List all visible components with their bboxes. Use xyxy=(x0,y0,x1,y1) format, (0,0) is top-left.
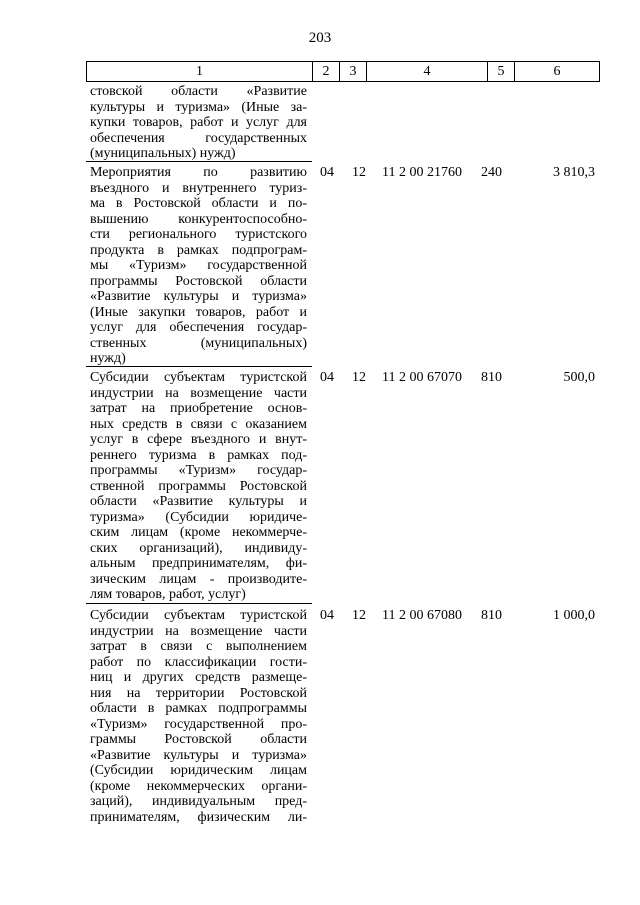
description-line: мы «Туризм» государственной xyxy=(90,258,307,273)
description-line: работ по классификации гости- xyxy=(90,654,307,670)
column-header-1: 1 xyxy=(87,62,313,81)
cell-vr: 810 xyxy=(481,608,502,623)
column-header-5: 5 xyxy=(488,62,515,81)
description-line: «Туризм» государственной про- xyxy=(90,716,307,732)
description-line: программы Ростовской области xyxy=(90,273,307,289)
cell-pr: 12 xyxy=(352,370,366,385)
description-line: Мероприятия по развитию xyxy=(90,165,307,180)
description-line: «Развитие культуры и туризма» xyxy=(90,747,307,763)
cell-vr: 240 xyxy=(481,165,502,180)
description-line: (Иные закупки товаров, работ и xyxy=(90,304,307,320)
cell-pr: 12 xyxy=(352,165,366,180)
description-line: Субсидии субъектам туристской xyxy=(90,608,307,623)
description-line: альным предпринимателям, фи- xyxy=(90,556,307,571)
cell-pr: 12 xyxy=(352,608,366,623)
description-line: купки товаров, работ и услуг для xyxy=(90,115,307,130)
description-line: услуг в сфере въездного и внут- xyxy=(90,432,307,447)
description-line: «Развитие культуры и туризма» xyxy=(90,289,307,304)
description-line: индустрии на возмещение части xyxy=(90,623,307,639)
description-line: сти регионального туристского xyxy=(90,227,307,242)
description-line: граммы Ростовской области xyxy=(90,732,307,747)
description-line: ским лицам (кроме некоммерче- xyxy=(90,525,307,540)
cell-sum: 1 000,0 xyxy=(553,608,595,623)
description-line: ния на территории Ростовской xyxy=(90,685,307,701)
cell-sum: 3 810,3 xyxy=(553,165,595,180)
column-header-3: 3 xyxy=(340,62,367,81)
description-line: области «Развитие культуры и xyxy=(90,494,307,509)
row-description xyxy=(90,165,307,367)
description-line: затрат в связи с выполнением xyxy=(90,639,307,654)
description-line: услуг для обеспечения государ- xyxy=(90,320,307,335)
description-line: вышению конкурентоспособно- xyxy=(90,211,307,227)
cell-rz: 04 xyxy=(320,608,334,623)
description-line: стовской области «Развитие xyxy=(90,84,307,99)
description-line: туризма» (Субсидии юридиче- xyxy=(90,509,307,525)
cell-csr: 11 2 00 67080 xyxy=(382,608,462,623)
column-header-6: 6 xyxy=(553,64,561,79)
column-header-2: 2 xyxy=(313,62,340,81)
row-description xyxy=(90,608,307,825)
row-description xyxy=(90,370,307,603)
cell-sum: 500,0 xyxy=(563,370,595,385)
description-line: затрат на приобретение основ- xyxy=(90,401,307,416)
description-line: (Субсидии юридическим лицам xyxy=(90,763,307,778)
row-separator xyxy=(86,603,312,604)
description-line: ма в Ростовской области и по- xyxy=(90,196,307,211)
description-line: (муниципальных) нужд) xyxy=(90,146,236,161)
description-line: культуры и туризма» (Иные за- xyxy=(90,99,307,115)
description-line: нужд) xyxy=(90,351,126,366)
table-header-row xyxy=(86,61,600,82)
description-line: Субсидии субъектам туристской xyxy=(90,370,307,385)
description-line: ственных (муниципальных) xyxy=(90,335,307,351)
description-line: продукта в рамках подпрограм- xyxy=(90,242,307,258)
cell-csr: 11 2 00 21760 xyxy=(382,165,462,180)
description-line: реннего туризма в рамках под- xyxy=(90,447,307,463)
description-line: ственной программы Ростовской xyxy=(90,478,307,494)
page-number: 203 xyxy=(308,30,332,46)
description-line: ных средств в связи с оказанием xyxy=(90,416,307,432)
description-line: заций), индивидуальным пред- xyxy=(90,794,307,809)
description-line: программы «Туризм» государ- xyxy=(90,463,307,478)
column-header-4: 4 xyxy=(367,62,488,81)
description-line: въездного и внутреннего туриз- xyxy=(90,180,307,196)
description-line: зическим лицам - производите- xyxy=(90,571,307,587)
description-line: обеспечения государственных xyxy=(90,130,307,146)
description-line: (кроме некоммерческих органи- xyxy=(90,778,307,794)
description-line: области в рамках подпрограммы xyxy=(90,701,307,716)
row-separator xyxy=(86,161,312,162)
description-line: ских организаций), индивиду- xyxy=(90,540,307,556)
cell-csr: 11 2 00 67070 xyxy=(382,370,462,385)
row-separator xyxy=(86,366,312,367)
description-line: лям товаров, работ, услуг) xyxy=(90,587,246,602)
cell-vr: 810 xyxy=(481,370,502,385)
description-line: ниц и других средств размеще- xyxy=(90,670,307,685)
cell-rz: 04 xyxy=(320,165,334,180)
description-line: индустрии на возмещение части xyxy=(90,385,307,401)
description-line: принимателям, физическим ли- xyxy=(90,809,307,825)
cell-rz: 04 xyxy=(320,370,334,385)
row-description xyxy=(90,84,307,162)
